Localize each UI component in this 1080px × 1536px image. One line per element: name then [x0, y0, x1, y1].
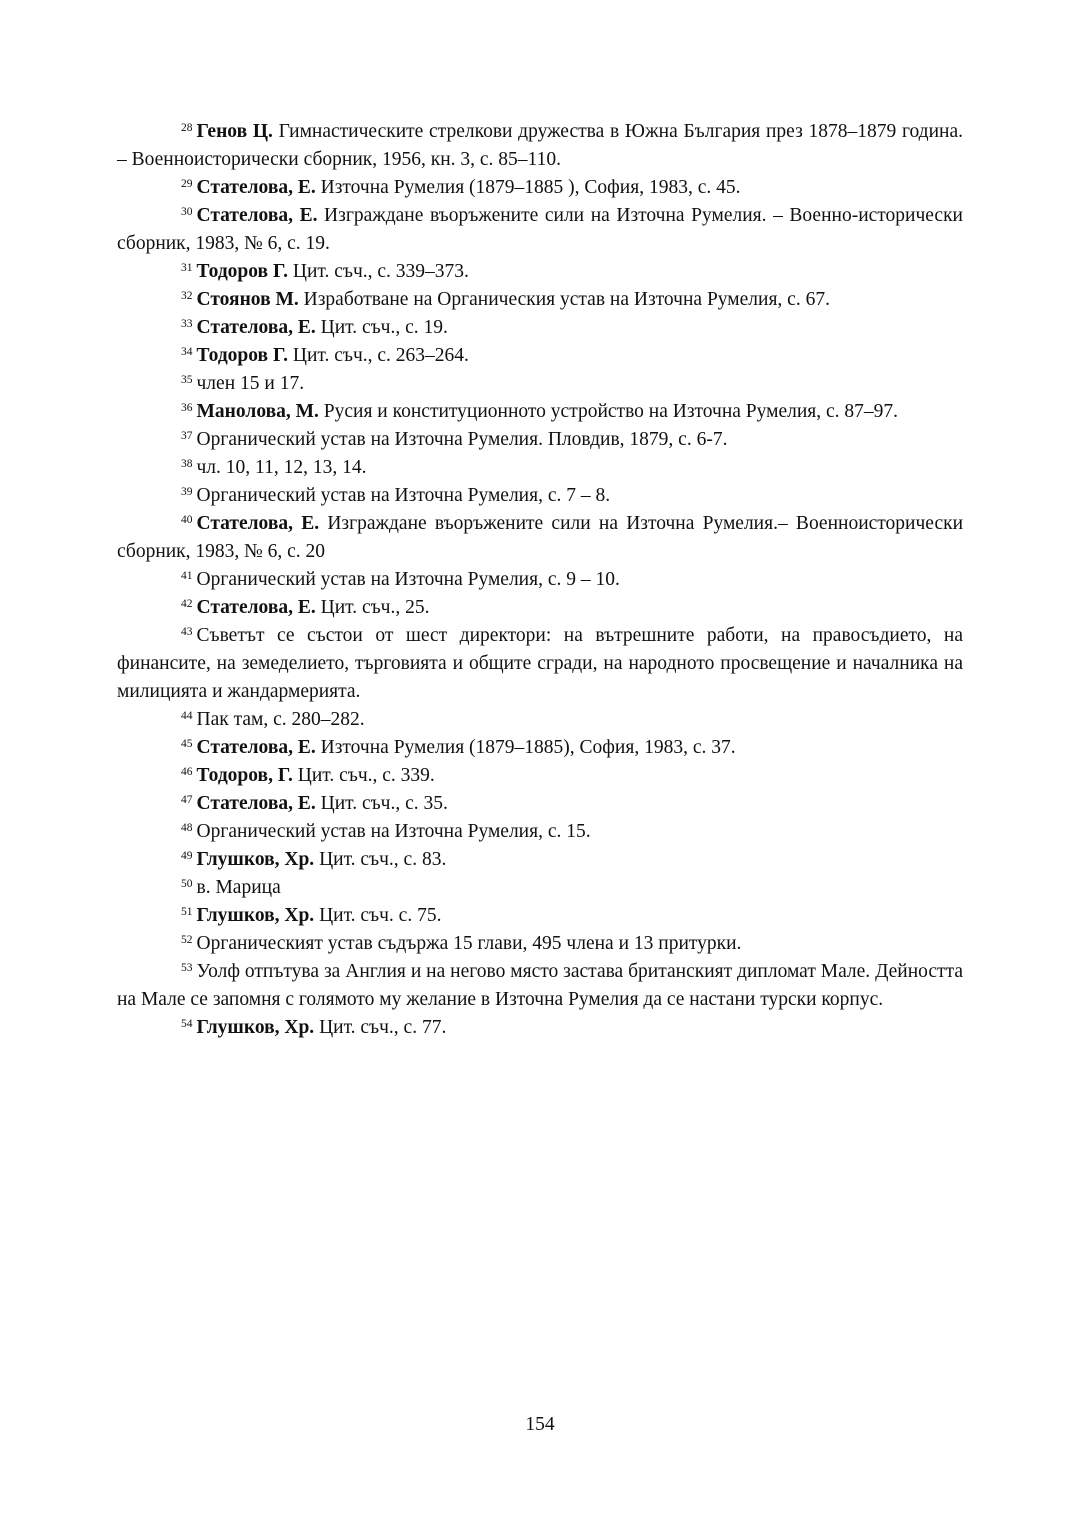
- footnote-author: Манолова, М.: [196, 401, 319, 422]
- footnote-text: Цит. съч., с. 19.: [320, 317, 448, 338]
- footnote-number: 48: [181, 822, 193, 834]
- footnote-text: Гимнастическите стрелкови дружества в Южна България през 1878–1879 година. – Военноисторически сборник, 1956, кн. 3, с. 85–110.: [117, 121, 963, 170]
- footnote-text: Цит. съч., 25.: [320, 597, 430, 618]
- footnote-number: 29: [181, 178, 193, 190]
- footnote-author: Стоянов М.: [196, 289, 299, 310]
- footnote-author: Стателова, Е.: [196, 793, 316, 814]
- footnote-text: Уолф отпътува за Англия и на негово място застава британският дипломат Мале. Дейността на Мале се запомня с голямото му желание в Източна Румелия да се настани турски корпус.: [117, 961, 963, 1010]
- footnote-text: Източна Румелия (1879–1885), София, 1983, с. 37.: [320, 737, 736, 758]
- footnote-text: Цит. съч., с. 339–373.: [292, 261, 469, 282]
- footnote-52: [117, 930, 963, 958]
- footnote-number: 28: [181, 122, 193, 134]
- footnote-number: 32: [181, 290, 193, 302]
- footnote-number: 53: [181, 962, 193, 974]
- footnote-text: Органическият устав съдържа 15 глави, 495 члена и 13 притурки.: [196, 933, 742, 954]
- footnote-author: Стателова, Е.: [196, 205, 318, 226]
- footnote-number: 54: [181, 1018, 193, 1030]
- footnote-46: [117, 762, 963, 790]
- footnote-text: Органический устав на Източна Румелия, с. 9 – 10.: [196, 569, 620, 590]
- footnote-number: 36: [181, 402, 193, 414]
- footnote-36: [117, 398, 963, 426]
- footnote-author: Стателова, Е.: [196, 513, 320, 534]
- footnote-41: [117, 566, 963, 594]
- footnote-text: Цит. съч., с. 339.: [297, 765, 435, 786]
- footnote-author: Тодоров Г.: [196, 345, 289, 366]
- footnote-text: чл. 10, 11, 12, 13, 14.: [196, 457, 367, 478]
- footnote-text: Изграждане въоръжените сили на Източна Румелия.– Военноисторически сборник, 1983, № 6, с. 20: [117, 513, 964, 562]
- footnote-number: 33: [181, 318, 193, 330]
- footnote-47: [117, 790, 963, 818]
- footnote-number: 45: [181, 738, 193, 750]
- footnote-number: 52: [181, 934, 193, 946]
- footnote-37: [117, 426, 963, 454]
- footnote-29: [117, 174, 963, 202]
- footnote-text: Цит. съч., с. 83.: [319, 849, 447, 870]
- footnote-number: 46: [181, 766, 193, 778]
- footnote-50: [117, 874, 963, 902]
- footnote-author: Стателова, Е.: [196, 737, 316, 758]
- footnote-32: [117, 286, 963, 314]
- footnote-text: Русия и конституционното устройство на Източна Румелия, с. 87–97.: [323, 401, 899, 422]
- footnote-text: Изграждане въоръжените сили на Източна Румелия. – Военно-исторически сборник, 1983, № 6, с. 19.: [117, 205, 963, 254]
- footnote-text: в. Марица: [196, 877, 281, 898]
- footnote-number: 35: [181, 374, 193, 386]
- footnote-number: 49: [181, 850, 193, 862]
- footnote-54: [117, 1014, 963, 1042]
- footnote-number: 37: [181, 430, 193, 442]
- footnote-text: Съветът се състои от шест директори: на вътрешните работи, на правосъдието, на финансите, на земеделието, търговията и общите сгради, на народното просвещение и началника на милицията и жандармерията.: [117, 625, 963, 702]
- footnote-text: Изработване на Органическия устав на Източна Румелия, с. 67.: [303, 289, 830, 310]
- footnote-number: 40: [181, 514, 193, 526]
- footnote-49: [117, 846, 963, 874]
- footnote-number: 39: [181, 486, 193, 498]
- footnote-number: 44: [181, 710, 193, 722]
- footnote-author: Тодоров Г.: [196, 261, 289, 282]
- footnote-author: Стателова, Е.: [196, 317, 316, 338]
- footnote-text: член 15 и 17.: [196, 373, 305, 394]
- footnote-43: [117, 622, 963, 706]
- footnote-number: 30: [181, 206, 193, 218]
- footnote-number: 51: [181, 906, 193, 918]
- footnote-text: Органический устав на Източна Румелия, с. 15.: [196, 821, 591, 842]
- footnote-text: Органический устав на Източна Румелия. Пловдив, 1879, с. 6-7.: [196, 429, 728, 450]
- footnote-33: [117, 314, 963, 342]
- footnote-51: [117, 902, 963, 930]
- footnote-31: [117, 258, 963, 286]
- footnote-author: Стателова, Е.: [196, 597, 316, 618]
- footnote-author: Глушков, Хр.: [196, 1017, 315, 1038]
- footnote-number: 43: [181, 626, 193, 638]
- footnote-number: 42: [181, 598, 193, 610]
- footnote-author: Глушков, Хр.: [196, 849, 315, 870]
- footnote-48: [117, 818, 963, 846]
- footnote-number: 41: [181, 570, 193, 582]
- footnote-42: [117, 594, 963, 622]
- footnote-number: 47: [181, 794, 193, 806]
- page-number: 154: [525, 1414, 555, 1435]
- footnote-text: Органический устав на Източна Румелия, с. 7 – 8.: [196, 485, 611, 506]
- footnote-text: Цит. съч., с. 263–264.: [292, 345, 469, 366]
- footnote-text: Цит. съч., с. 77.: [319, 1017, 447, 1038]
- footnote-text: Цит. съч. с. 75.: [319, 905, 442, 926]
- footnote-35: [117, 370, 963, 398]
- footnote-40: [117, 510, 963, 566]
- footnote-number: 34: [181, 346, 193, 358]
- footnote-30: [117, 202, 963, 258]
- footnote-53: [117, 958, 963, 1014]
- footnote-number: 50: [181, 878, 193, 890]
- footnote-number: 38: [181, 458, 193, 470]
- footnote-39: [117, 482, 963, 510]
- footnote-45: [117, 734, 963, 762]
- footnotes-list: [117, 118, 963, 1042]
- footnote-author: Стателова, Е.: [196, 177, 316, 198]
- footnote-text: Пак там, с. 280–282.: [196, 709, 365, 730]
- footnote-28: [117, 118, 963, 174]
- footnote-number: 31: [181, 262, 193, 274]
- footnote-author: Тодоров, Г.: [196, 765, 293, 786]
- footnote-44: [117, 706, 963, 734]
- footnote-author: Генов Ц.: [196, 121, 273, 142]
- footnote-author: Глушков, Хр.: [196, 905, 315, 926]
- footnote-38: [117, 454, 963, 482]
- footnote-text: Цит. съч., с. 35.: [320, 793, 448, 814]
- footnote-34: [117, 342, 963, 370]
- footnote-text: Източна Румелия (1879–1885 ), София, 1983, с. 45.: [320, 177, 741, 198]
